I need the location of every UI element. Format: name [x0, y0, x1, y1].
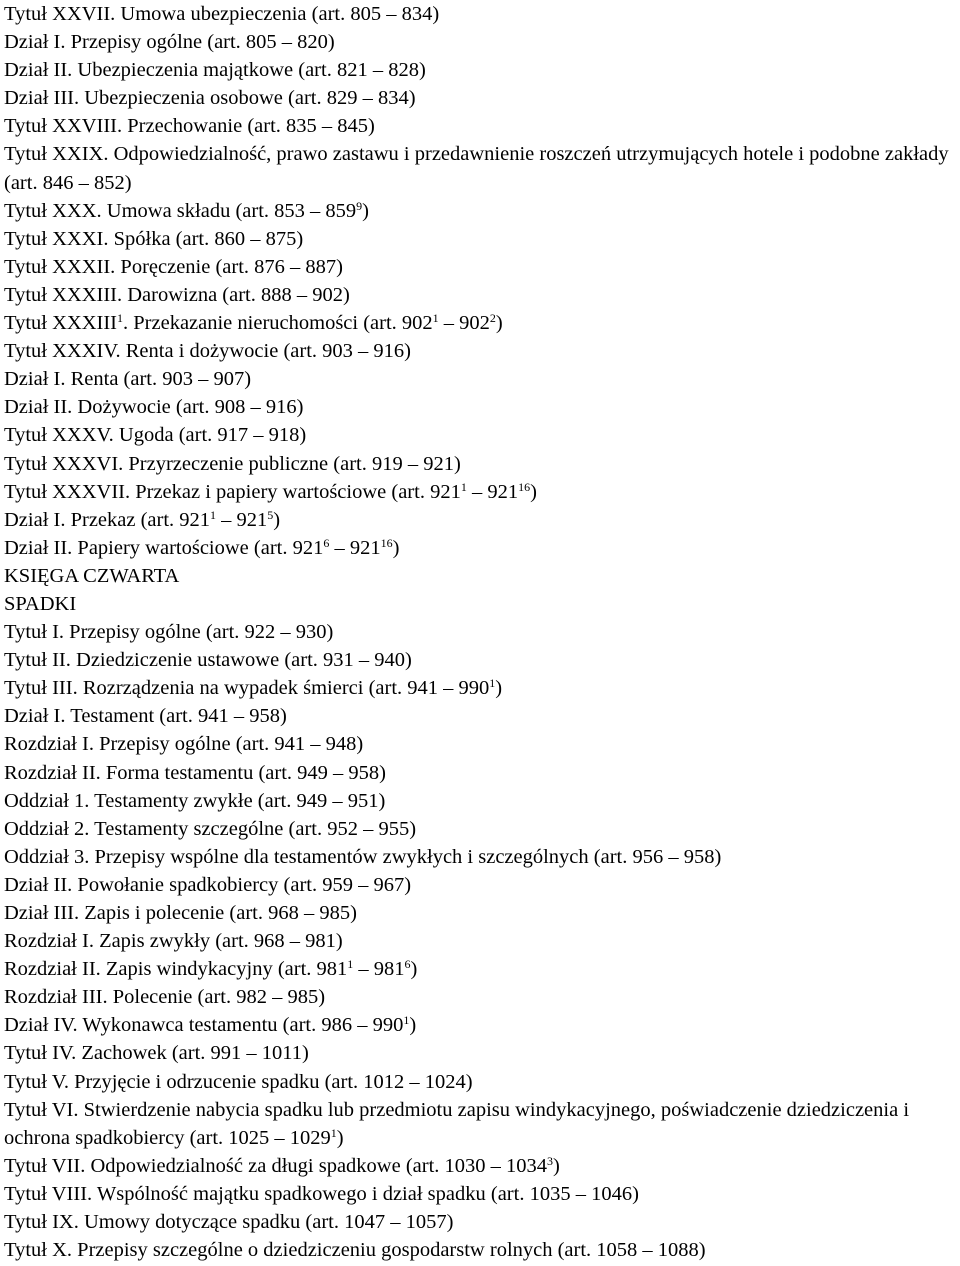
toc-entry: Tytuł IV. Zachowek (art. 991 – 1011) — [4, 1042, 309, 1065]
toc-entry: Tytuł X. Przepisy szczególne o dziedziczeniu gospodarstw rolnych (art. 1058 – 1088) — [4, 1239, 706, 1262]
toc-entry-text: . Przekazanie nieruchomości (art. 902 — [123, 312, 433, 335]
superscript: 1 — [117, 311, 124, 326]
toc-entry: Tytuł XXVIII. Przechowanie (art. 835 – 845) — [4, 115, 375, 138]
toc-entry: Tytuł XXXII. Poręczenie (art. 876 – 887) — [4, 255, 343, 278]
superscript: 2 — [489, 311, 496, 326]
toc-entry-text: Tytuł III. Rozrządzenia na wypadek śmierci (art. 941 – 990 — [4, 677, 490, 700]
toc-entry-text: ) — [409, 1014, 417, 1037]
toc-entry: Tytuł XXXI. Spółka (art. 860 – 875) — [4, 227, 304, 250]
superscript: 9 — [356, 198, 363, 213]
toc-entry: Dział II. Ubezpieczenia majątkowe (art. 821 – 828) — [4, 59, 426, 82]
toc-entry: Tytuł VIII. Wspólność majątku spadkowego i dział spadku (art. 1035 – 1046) — [4, 1182, 639, 1205]
toc-entry-text: Dział II. Papiery wartościowe (art. 921 — [4, 536, 324, 559]
book-title: SPADKI — [4, 592, 77, 615]
toc-entry: Dział II. Dożywocie (art. 908 – 916) — [4, 396, 304, 419]
toc-entry-text: Dział I. Przekaz (art. 921 — [4, 508, 211, 531]
toc-entry-text: Tytuł XXXIII — [4, 312, 118, 335]
toc-entry-text: – 921 — [329, 536, 381, 559]
toc-entry-text: ) — [336, 1126, 344, 1149]
toc-entry — [4, 197, 956, 225]
toc-entry: Tytuł XXIX. Odpowiedzialność, prawo zastawu i przedawnienie roszczeń utrzymujących hotele i podobne zakłady (art. 846 – 852) — [4, 143, 949, 194]
toc-entry — [4, 1096, 956, 1152]
toc-entry: Rozdział I. Przepisy ogólne (art. 941 – 948) — [4, 733, 364, 756]
superscript: 1 — [403, 1013, 410, 1028]
superscript: 6 — [323, 535, 330, 550]
toc-entry-text: ) — [495, 677, 503, 700]
toc-entry — [4, 674, 956, 702]
toc-entry — [4, 309, 956, 337]
toc-entry: Dział II. Powołanie spadkobiercy (art. 959 – 967) — [4, 873, 412, 896]
toc-entry: Tytuł XXXIII. Darowizna (art. 888 – 902) — [4, 283, 350, 306]
book-heading: KSIĘGA CZWARTA — [4, 564, 180, 587]
toc-entry-text: – 921 — [216, 508, 268, 531]
toc-entry-text: ) — [530, 480, 537, 503]
toc-entry-text: Dział IV. Wykonawca testamentu (art. 986 – 990 — [4, 1014, 404, 1037]
superscript: 1 — [210, 507, 217, 522]
superscript: 6 — [404, 957, 411, 972]
toc-entry: Tytuł XXXV. Ugoda (art. 917 – 918) — [4, 424, 307, 447]
toc-entry: Rozdział III. Polecenie (art. 982 – 985) — [4, 986, 326, 1009]
toc-entry: Dział III. Zapis i polecenie (art. 968 – 985) — [4, 902, 357, 924]
toc-entry: Oddział 2. Testamenty szczególne (art. 952 – 955) — [4, 817, 417, 840]
superscript: 5 — [267, 507, 274, 522]
toc-entry: Oddział 1. Testamenty zwykłe (art. 949 – 951) — [4, 789, 386, 812]
toc-entry-text: – 981 — [353, 958, 405, 981]
superscript: 1 — [330, 1125, 337, 1140]
toc-entry: Dział III. Ubezpieczenia osobowe (art. 829 – 834) — [4, 87, 416, 110]
toc-entry-text: Rozdział II. Zapis windykacyjny (art. 981 — [4, 958, 348, 981]
toc-entry: Rozdział I. Zapis zwykły (art. 968 – 981) — [4, 930, 343, 953]
toc-entry-text: ) — [392, 536, 400, 559]
toc-entry-text: ) — [362, 199, 369, 222]
toc-entry: Dział I. Testament (art. 941 – 958) — [4, 705, 287, 728]
toc-entry: Oddział 3. Przepisy wspólne dla testamentów zwykłych i szczególnych (art. 956 – 958) — [4, 845, 722, 868]
toc-entry — [4, 1152, 956, 1180]
toc-entry: Dział I. Przepisy ogólne (art. 805 – 820) — [4, 31, 335, 54]
superscript: 16 — [380, 535, 393, 550]
toc-entry: Tytuł XXVII. Umowa ubezpieczenia (art. 805 – 834) — [4, 3, 440, 25]
toc-entry — [4, 506, 956, 534]
toc-entry-text: Tytuł VII. Odpowiedzialność za długi spadkowe (art. 1030 – 1034 — [4, 1154, 548, 1177]
toc-entry-text: Tytuł XXX. Umowa składu (art. 853 – 859 — [4, 199, 357, 222]
toc-entry — [4, 534, 956, 562]
toc-entry-text: ) — [273, 508, 281, 531]
superscript: 3 — [547, 1153, 554, 1168]
superscript: 16 — [518, 479, 531, 494]
toc-entry-text: – 921 — [466, 480, 519, 503]
toc-entry — [4, 955, 956, 983]
toc-entry-text: ) — [495, 312, 503, 335]
superscript: 1 — [347, 957, 354, 972]
table-of-contents — [4, 0, 956, 1264]
toc-entry: Rozdział II. Forma testamentu (art. 949 – 958) — [4, 761, 386, 784]
toc-entry: Dział I. Renta (art. 903 – 907) — [4, 368, 252, 391]
toc-entry: Tytuł II. Dziedziczenie ustawowe (art. 931 – 940) — [4, 649, 412, 672]
superscript: 1 — [432, 311, 439, 326]
superscript: 1 — [489, 676, 496, 691]
toc-entry-text: – 902 — [438, 312, 490, 335]
toc-entry: Tytuł XXXIV. Renta i dożywocie (art. 903 – 916) — [4, 340, 411, 363]
toc-entry — [4, 478, 956, 506]
toc-entry-text: ) — [410, 958, 418, 981]
toc-entry-text: Tytuł XXXVII. Przekaz i papiery wartościowe (art. 921 — [4, 480, 461, 503]
toc-entry-text: ) — [553, 1154, 560, 1177]
toc-entry-text: Tytuł VI. Stwierdzenie nabycia spadku lub przedmiotu zapisu windykacyjnego, poświadczenie dziedziczenia i ochrona spadkobiercy (art. 1025 – 1029 — [4, 1098, 910, 1149]
toc-entry: Tytuł I. Przepisy ogólne (art. 922 – 930) — [4, 621, 334, 644]
toc-entry: Tytuł IX. Umowy dotyczące spadku (art. 1047 – 1057) — [4, 1211, 454, 1234]
superscript: 1 — [460, 479, 467, 494]
toc-entry — [4, 1011, 956, 1039]
toc-entry: Tytuł XXXVI. Przyrzeczenie publiczne (art. 919 – 921) — [4, 452, 461, 475]
toc-entry: Tytuł V. Przyjęcie i odrzucenie spadku (art. 1012 – 1024) — [4, 1070, 473, 1093]
